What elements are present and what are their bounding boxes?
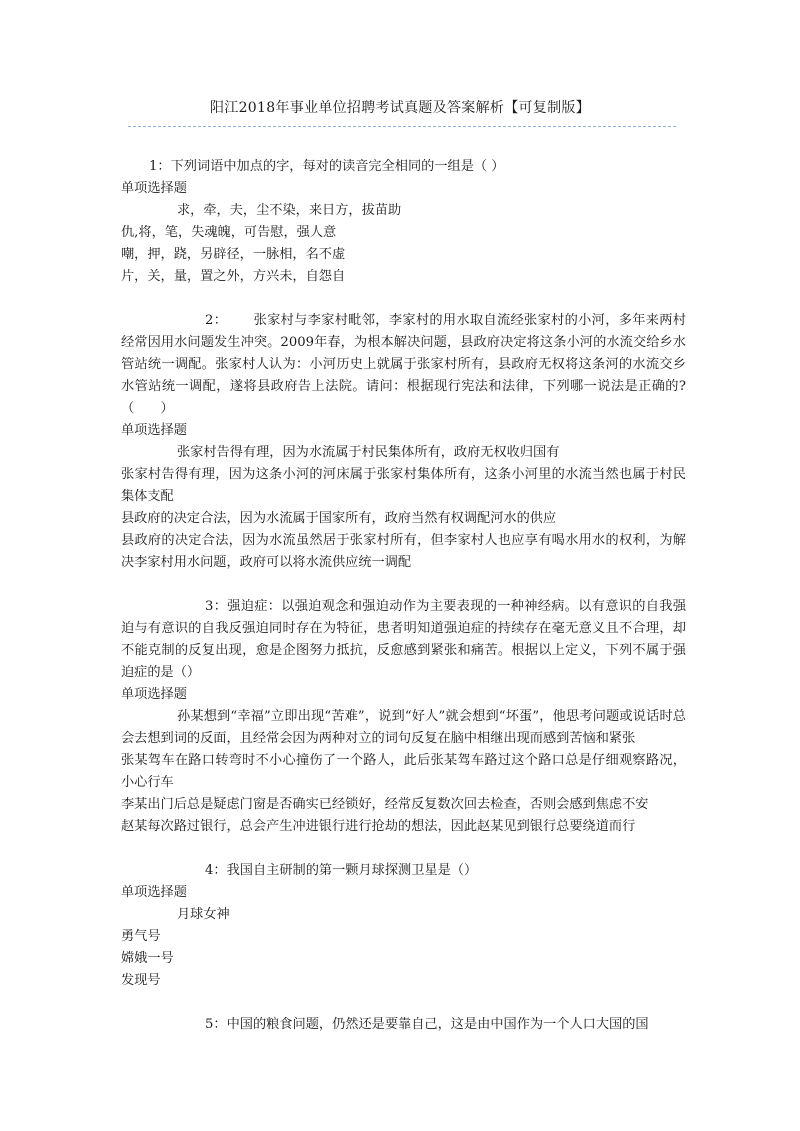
option-b: 张某驾车在路口转弯时不小心撞伤了一个路人，此后张某驾车路过这个路口总是仔细观察路况，小心行车: [121, 753, 686, 790]
question-stem: [121, 156, 686, 178]
option-d: 发现号: [121, 973, 161, 988]
question-stem: [121, 860, 686, 882]
question-number: 2：: [205, 313, 228, 328]
option-b: 张家村告得有理，因为这条小河的河床属于张家村集体所有，这条小河里的水流当然也属于村民集体支配: [121, 467, 686, 504]
question-1: [121, 156, 686, 288]
option-a: 孙某想到“幸福”立即出现“苦难”，说到“好人”就会想到“坏蛋”，他思考问题或说话时总会去想到词的反面，且经常会因为两种对立的词句反复在脑中相继出现而感到苦恼和紧张: [121, 709, 686, 746]
question-4: [121, 860, 686, 992]
question-3: [121, 596, 686, 838]
question-type: 单项选择题: [121, 885, 187, 900]
question-stem: [121, 310, 686, 420]
option-d: 县政府的决定合法，因为水流虽然居于张家村所有，但李家村人也应享有喝水用水的权利，为解决李家村用水问题，政府可以将水流供应统一调配: [121, 533, 686, 570]
question-text: 张家村与李家村毗邻，李家村的用水取自流经张家村的小河，多年来两村经常因用水问题发生冲突。2009年春，为根本解决问题，县政府决定将这条小河的水流交给乡水管站统一调配。张家村人认为：小河历史上就属于张家村所有，县政府无权将这条河的水流交乡水管站统一调配，遂将县政府告上法院。请问：根据现行宪法和法律，下列哪一说法是正确的?（ ）: [121, 313, 686, 416]
question-type: 单项选择题: [121, 687, 187, 702]
option-b: 仇,将，笔，失魂魄，可告慰，强人意: [121, 225, 337, 240]
option-c: 嘲，押，跷，另辟径，一脉相，名不虚: [121, 247, 346, 262]
title-divider: [128, 126, 676, 127]
question-number: 4：: [205, 863, 227, 878]
question-number: 5：: [205, 1017, 227, 1032]
document-title: 阳江2018年事业单位招聘考试真题及答案解析【可复制版】: [209, 100, 591, 116]
option-c: 县政府的决定合法，因为水流属于国家所有，政府当然有权调配河水的供应: [121, 511, 557, 526]
question-type: 单项选择题: [121, 423, 187, 438]
question-number: 3：: [205, 599, 228, 614]
document-body: [121, 156, 686, 1058]
option-d: 片，关，量，置之外，方兴未，自怨自: [121, 269, 346, 284]
question-text: 我国自主研制的第一颗月球探测卫星是（）: [226, 863, 478, 878]
question-text: 强迫症：以强迫观念和强迫动作为主要表现的一种神经病。以有意识的自我强迫与有意识的自我反强迫同时存在为特征，患者明知道强迫症的持续存在毫无意义且不合理，却不能克制的反复出现，愈是企图努力抵抗，反愈感到紧张和痛苦。根据以上定义，下列不属于强迫症的是（）: [121, 599, 687, 680]
question-type: 单项选择题: [121, 181, 187, 196]
option-a: 张家村告得有理，因为水流属于村民集体所有，政府无权收归国有: [177, 445, 560, 460]
question-text: 中国的粮食问题，仍然还是要靠自己，这是由中国作为一个人口大国的国: [226, 1017, 649, 1032]
question-5: [121, 1014, 686, 1036]
question-stem: [121, 1014, 686, 1036]
option-a: 求，牵，夫，尘不染，来日方，拔苗助: [177, 203, 402, 218]
question-2: [121, 310, 686, 574]
option-a: 月球女神: [177, 907, 230, 922]
question-stem: [121, 596, 686, 684]
option-c: 嫦娥一号: [121, 951, 174, 966]
option-d: 赵某每次路过银行，总会产生冲进银行进行抢劫的想法，因此赵某见到银行总要绕道而行: [121, 819, 636, 834]
option-c: 李某出门后总是疑虑门窗是否确实已经锁好，经常反复数次回去检查，否则会感到焦虑不安: [121, 797, 649, 812]
question-text: 下列词语中加点的字，每对的读音完全相同的一组是（ ）: [170, 159, 505, 174]
question-number: 1：: [149, 159, 171, 174]
option-b: 勇气号: [121, 929, 161, 944]
